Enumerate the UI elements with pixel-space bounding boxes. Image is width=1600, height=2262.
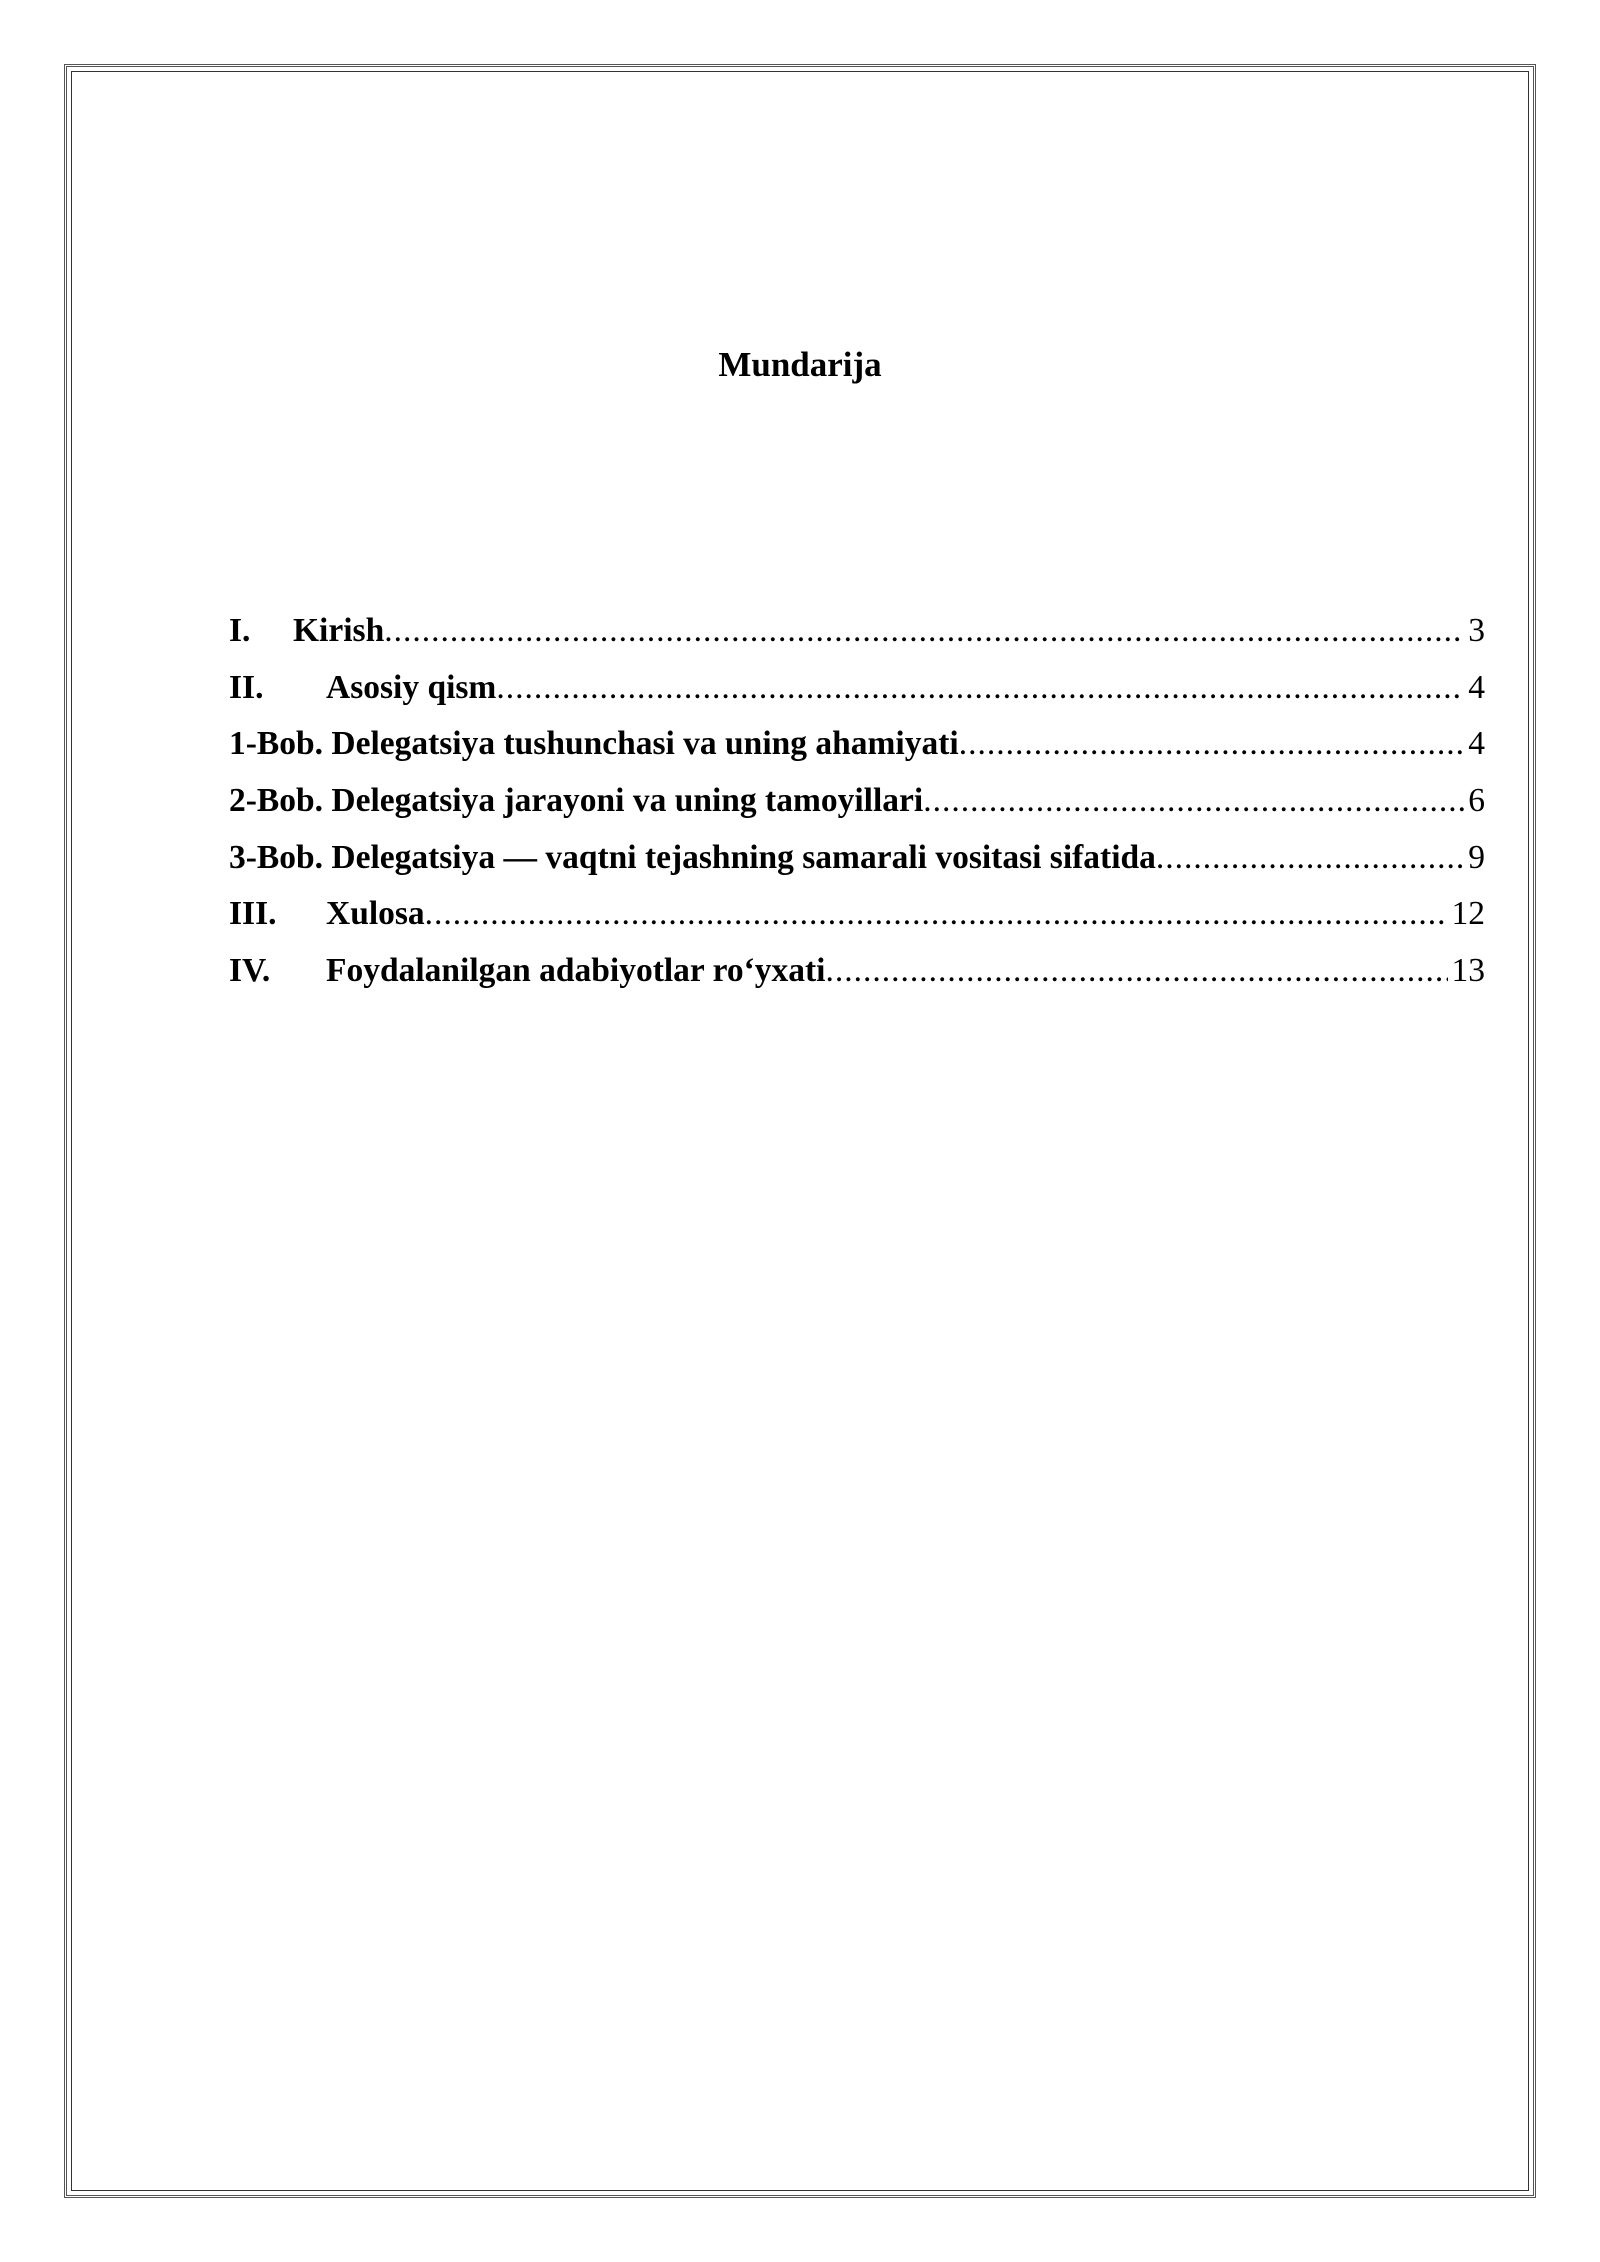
- toc-page-number: 9: [1468, 838, 1485, 876]
- toc-entry-label: 1-Bob. Delegatsiya tushunchasi va uning ahamiyati: [229, 725, 959, 763]
- toc-entry-bob-3[interactable]: [229, 830, 1485, 887]
- toc-page-number: 13: [1451, 952, 1485, 990]
- dot-leader: [1156, 830, 1464, 887]
- toc-entry-number: I.: [229, 612, 251, 649]
- page-title: Mundarija: [718, 345, 882, 384]
- toc-entry-asosiy-qism[interactable]: [229, 660, 1485, 717]
- toc-entry-number: IV.: [229, 952, 271, 990]
- toc-entry-number: II.: [229, 668, 264, 706]
- dot-leader: [923, 773, 1464, 830]
- toc-entry-xulosa[interactable]: [229, 886, 1485, 943]
- toc-entry-label: Xulosa: [326, 895, 425, 933]
- toc-entry-label: 2-Bob. Delegatsiya jarayoni va uning tamoyillari: [229, 782, 924, 820]
- toc-entry-label: 3-Bob. Delegatsiya — vaqtni tejashning samarali vositasi sifatida: [229, 838, 1156, 876]
- toc-page-number: 4: [1468, 668, 1485, 706]
- toc-entry-bob-1[interactable]: [229, 716, 1485, 773]
- dot-leader: [384, 603, 1464, 660]
- toc-entry-kirish[interactable]: [229, 603, 1485, 660]
- toc-entry-label: Asosiy qism: [326, 668, 497, 706]
- toc-page-number: 4: [1468, 725, 1485, 763]
- dot-leader: [425, 886, 1448, 943]
- toc-page-number: 3: [1468, 612, 1485, 649]
- toc-page-number: 6: [1468, 782, 1485, 820]
- toc-page-number: 12: [1451, 895, 1485, 933]
- dot-leader: [959, 716, 1465, 773]
- toc-entry-label: Foydalanilgan adabiyotlar ro‘yxati: [326, 952, 826, 990]
- toc-entry-label: Kirish: [293, 612, 385, 649]
- dot-leader: [496, 660, 1464, 717]
- toc-entry-number: III.: [229, 895, 277, 933]
- toc-entry-adabiyotlar[interactable]: [229, 943, 1485, 1000]
- dot-leader: [825, 943, 1447, 1000]
- toc-entry-bob-2[interactable]: [229, 773, 1485, 830]
- table-of-contents: [229, 603, 1485, 1000]
